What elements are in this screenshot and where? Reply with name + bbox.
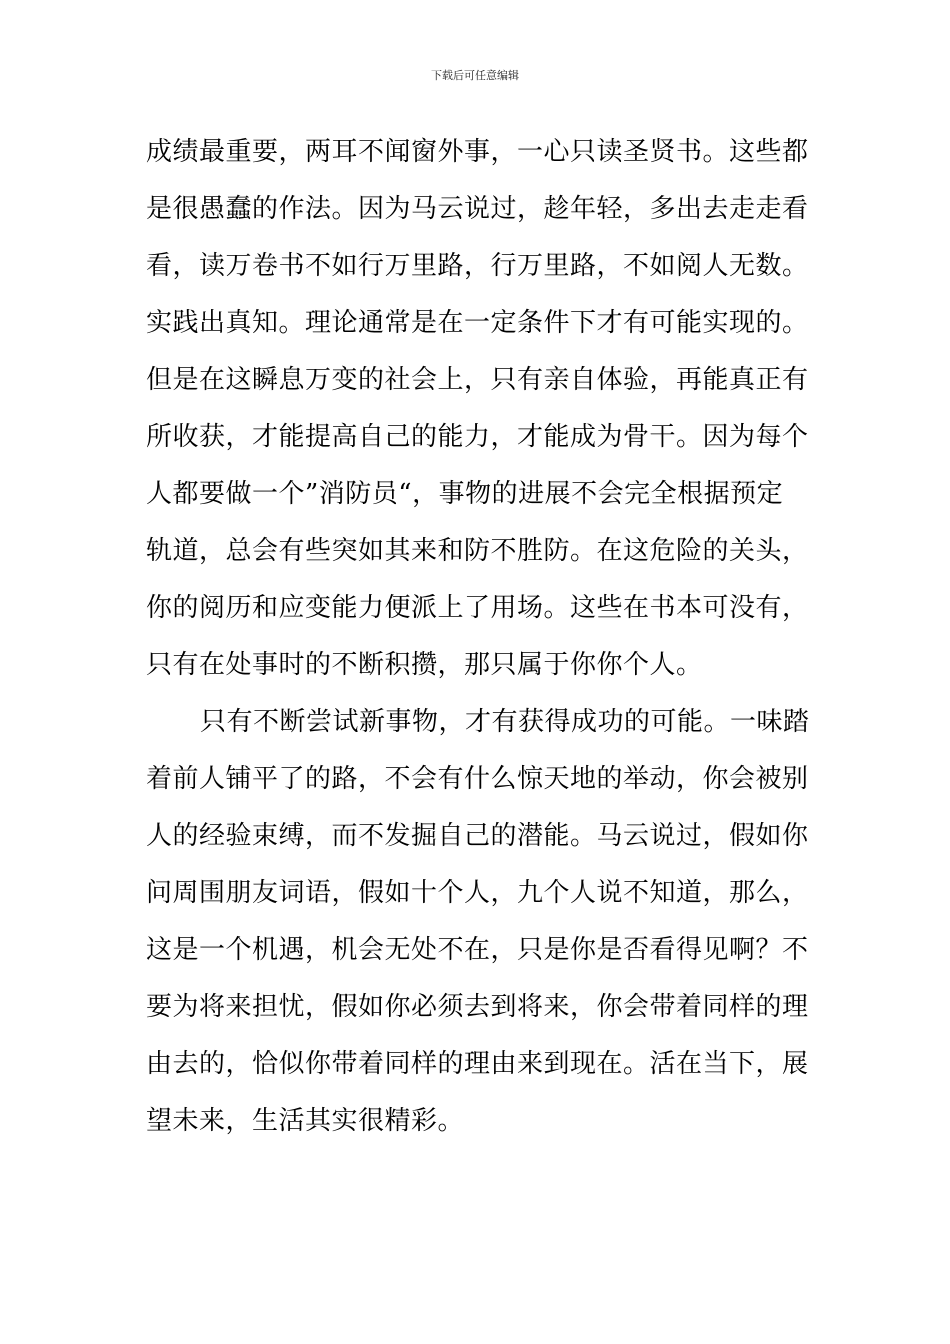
text-line: 这是一个机遇，机会无处不在，只是你是否看得见啊？不 [146, 935, 809, 965]
text-line: 人的经验束缚，而不发掘自己的潜能。马云说过，假如你 [146, 821, 809, 851]
text-line: 由去的，恰似你带着同样的理由来到现在。活在当下，展 [146, 1049, 809, 1079]
text-line: 只有在处事时的不断积攒，那只属于你你个人。 [146, 650, 703, 680]
text-line: 要为将来担忧，假如你必须去到将来，你会带着同样的理 [146, 992, 809, 1022]
text-line: 成绩最重要，两耳不闻窗外事，一心只读圣贤书。这些都 [146, 137, 809, 167]
text-line: 只有不断尝试新事物，才有获得成功的可能。一味踏 [200, 707, 810, 737]
page-header: 下载后可任意编辑 [431, 69, 519, 82]
text-line: 人都要做一个”消防员“，事物的进展不会完全根据预定 [146, 479, 784, 509]
text-line: 你的阅历和应变能力便派上了用场。这些在书本可没有， [146, 593, 809, 623]
text-line: 是很愚蠢的作法。因为马云说过，趁年轻，多出去走走看 [146, 194, 809, 224]
text-line: 望未来，生活其实很精彩。 [146, 1106, 465, 1136]
text-line: 实践出真知。理论通常是在一定条件下才有可能实现的。 [146, 308, 809, 338]
paragraph-2 [146, 700, 810, 1156]
text-line: 但是在这瞬息万变的社会上，只有亲自体验，再能真正有 [146, 365, 809, 395]
text-line: 所收获，才能提高自己的能力，才能成为骨干。因为每个 [146, 422, 809, 452]
text-line: 问周围朋友词语，假如十个人，九个人说不知道，那么， [146, 878, 809, 908]
text-line: 轨道，总会有些突如其来和防不胜防。在这危险的关头， [146, 536, 809, 566]
text-line: 着前人铺平了的路，不会有什么惊天地的举动，你会被别 [146, 764, 809, 794]
paragraph-1 [146, 130, 810, 700]
text-line: 看，读万卷书不如行万里路，行万里路，不如阅人无数。 [146, 251, 809, 281]
body-text [146, 130, 810, 1156]
